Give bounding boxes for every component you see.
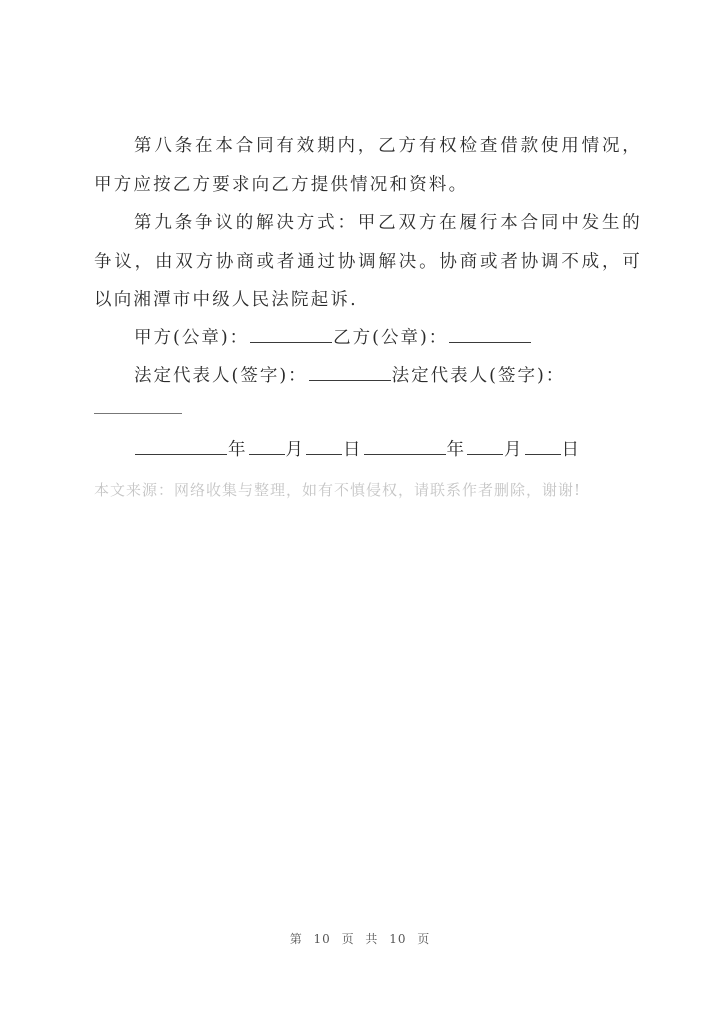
- date-a-year-label: 年: [228, 440, 248, 460]
- legal-rep-b-label: 法定代表人(签字)：: [391, 366, 566, 386]
- party-seal-line: [134, 324, 532, 349]
- date-b-month-blank: [467, 436, 503, 455]
- source-note: 本文来源：网络收集与整理，如有不慎侵权，请联系作者删除，谢谢!: [94, 481, 582, 499]
- date-b-month-label: 月: [504, 440, 524, 460]
- date-a-year-blank: [135, 436, 227, 455]
- party-b-seal-label: 乙方(公章)：: [333, 328, 449, 348]
- date-a-month-blank: [249, 436, 285, 455]
- date-b-day-blank: [525, 436, 561, 455]
- legal-rep-a-label: 法定代表人(签字)：: [134, 366, 308, 386]
- legal-rep-line: [134, 362, 565, 387]
- date-a-month-label: 月: [285, 440, 305, 460]
- page-footer: 第 10 页 共 10 页: [289, 932, 431, 946]
- date-b-year-blank: [364, 436, 446, 455]
- party-b-seal-blank: [449, 324, 531, 343]
- date-a-day-blank: [306, 436, 342, 455]
- article-9-paragraph: 第九条争议的解决方式：甲乙双方在履行本合同中发生的争议，由双方协商或者通过协调解决。协商或者协调不成，可以向湘潭市中级人民法院起诉.: [94, 213, 642, 310]
- signature-underline: [94, 413, 182, 414]
- date-b-day-label: 日: [561, 440, 581, 460]
- legal-rep-a-blank: [309, 362, 391, 381]
- date-a-day-label: 日: [343, 440, 363, 460]
- date-line: [134, 436, 581, 461]
- date-b-year-label: 年: [446, 440, 466, 460]
- article-8-paragraph: 第八条在本合同有效期内，乙方有权检查借款使用情况，甲方应按乙方要求向乙方提供情况和资料。: [94, 136, 642, 195]
- party-a-seal-label: 甲方(公章)：: [134, 328, 250, 348]
- party-a-seal-blank: [250, 324, 332, 343]
